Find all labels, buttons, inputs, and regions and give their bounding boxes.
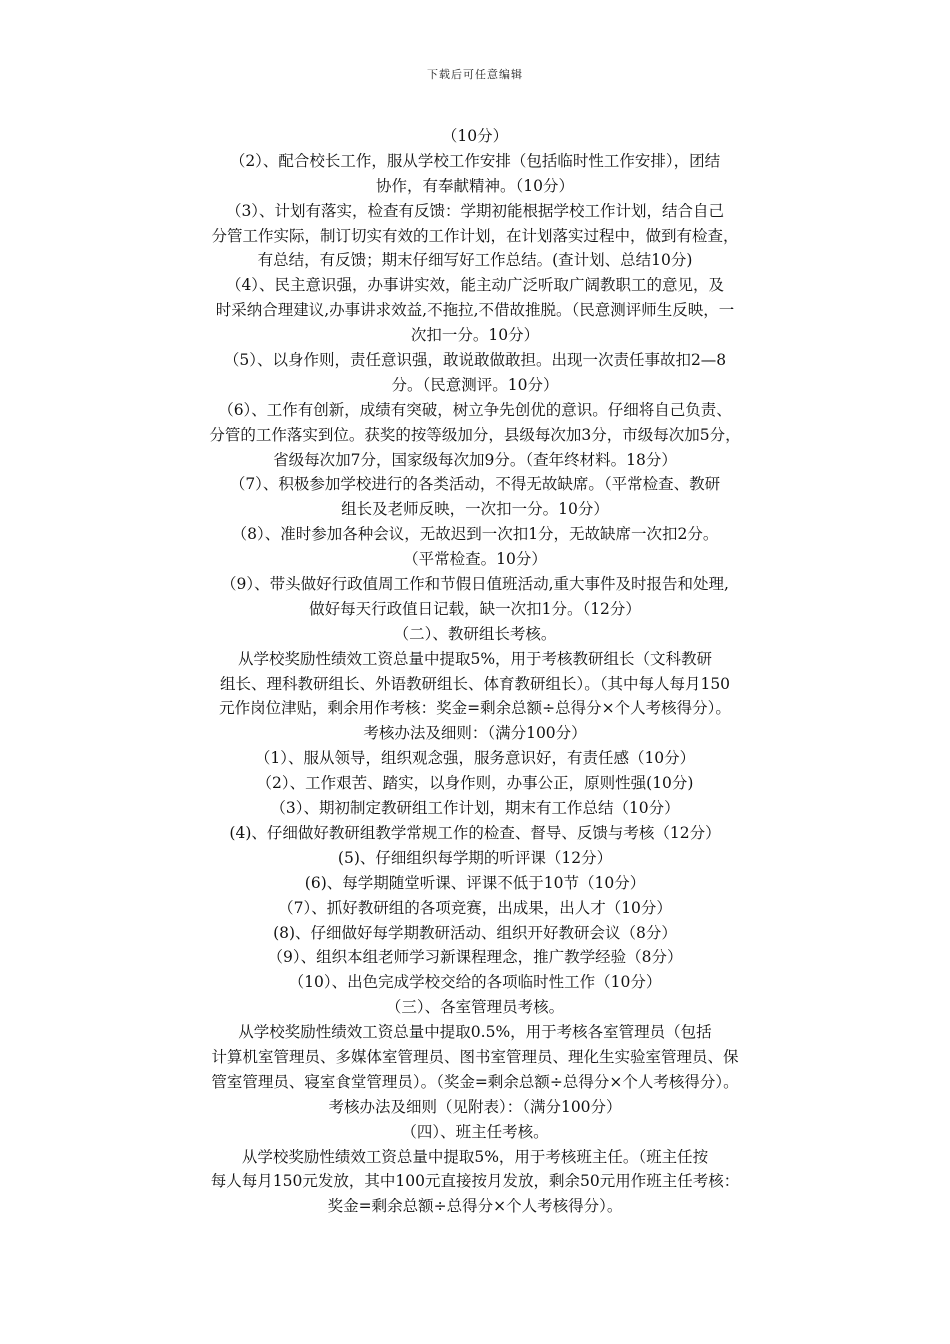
- text-line: （四）、班主任考核。: [401, 1122, 549, 1141]
- text-line: （3）、计划有落实，检查有反馈：学期初能根据学校工作计划，结合自己: [225, 201, 725, 220]
- text-line: (6)、每学期随堂听课、评课不低于10节（10分）: [304, 873, 646, 892]
- text-line: （8）、准时参加各种会议，无故迟到一次扣1分，无故缺席一次扣2分。: [231, 525, 719, 544]
- text-line: （9）、带头做好行政值周工作和节假日值班活动,重大事件及时报告和处理,: [221, 575, 729, 594]
- text-line: 计算机室管理员、多媒体室管理员、图书室管理员、理化生实验室管理员、保: [211, 1047, 739, 1066]
- text-line: 从学校奖励性绩效工资总量中提取0.5%，用于考核各室管理员（包括: [238, 1023, 712, 1042]
- text-line: （3）、期初制定教研组工作计划，期末有工作总结（10分）: [270, 799, 680, 818]
- text-line: 元作岗位津贴，剩余用作考核：奖金=剩余总额÷总得分×个人考核得分）。: [219, 699, 731, 718]
- text-line: 考核办法及细则（见附表）：（满分100分）: [328, 1097, 622, 1116]
- text-line: （7）、积极参加学校进行的各类活动，不得无故缺席。（平常检查、教研: [229, 475, 721, 494]
- text-line: 分管工作实际，制订切实有效的工作计划，在计划落实过程中，做到有检查，: [211, 226, 739, 245]
- text-line: 组长、理科教研组长、外语教研组长、体育教研组长）。（其中每人每月150: [219, 674, 731, 693]
- text-line: 管室管理员、寝室食堂管理员）。（奖金=剩余总额÷总得分×个人考核得分）。: [211, 1072, 739, 1091]
- text-line: （9）、组织本组老师学习新课程理念，推广教学经验（8分）: [267, 948, 683, 967]
- text-line: 组长及老师反映，一次扣一分。10分）: [341, 500, 609, 519]
- text-line: 分。（民意测评。10分）: [391, 375, 559, 394]
- text-line: 考核办法及细则：（满分100分）: [363, 724, 587, 743]
- text-line: (8)、仔细做好每学期教研活动、组织开好教研会议（8分）: [273, 923, 677, 942]
- text-line: （三）、各室管理员考核。: [385, 998, 565, 1017]
- text-line: (5)、仔细组织每学期的听评课（12分）: [337, 848, 613, 867]
- text-line: （5）、以身作则，责任意识强，敢说敢做敢担。出现一次责任事故扣2—8: [223, 351, 727, 370]
- text-line: (4)、仔细做好教研组教学常规工作的检查、督导、反馈与考核（12分）: [229, 823, 721, 842]
- text-line: （7）、抓好教研组的各项竞赛，出成果，出人才（10分）: [278, 898, 672, 917]
- text-line: （6）、工作有创新，成绩有突破，树立争先创优的意识。仔细将自己负责、: [218, 400, 732, 419]
- text-line: 做好每天行政值日记载，缺一次扣1分。（12分）: [309, 599, 641, 618]
- text-line: 从学校奖励性绩效工资总量中提取5%，用于考核班主任。（班主任按: [241, 1147, 709, 1166]
- text-line: 时采纳合理建议,办事讲求效益,不拖拉,不借故推脱。（民意测评师生反映，一: [215, 301, 735, 320]
- text-line: 协作，有奉献精神。（10分）: [376, 176, 574, 195]
- text-line: （2）、工作艰苦、踏实，以身作则，办事公正，原则性强(10分): [256, 774, 694, 793]
- text-line: （1）、服从领导，组织观念强，服务意识好，有责任感（10分）: [254, 749, 696, 768]
- text-line: （10分）: [441, 127, 509, 145]
- text-line: （4）、民主意识强，办事讲实效，能主动广泛听取广阔教职工的意见，及: [225, 276, 725, 295]
- text-line: （平常检查。10分）: [403, 550, 547, 569]
- text-line: 奖金=剩余总额÷总得分×个人考核得分）。: [327, 1197, 623, 1216]
- text-line: （2）、配合校长工作，服从学校工作安排（包括临时性工作安排），团结: [229, 151, 721, 170]
- text-line: 分管的工作落实到位。获奖的按等级加分，县级每次加3分，市级每次加5分，: [209, 425, 741, 444]
- text-line: （二）、教研组长考核。: [393, 624, 557, 643]
- text-line: 有总结，有反馈；期末仔细写好工作总结。(查计划、总结10分): [257, 251, 693, 270]
- text-line: 每人每月150元发放，其中100元直接按月发放，剩余50元用作班主任考核：: [210, 1172, 740, 1191]
- text-line: 次扣一分。10分）: [410, 326, 540, 345]
- document-body: [140, 124, 810, 1219]
- page-header: 下载后可任意编辑: [427, 68, 523, 81]
- text-line: 省级每次加7分，国家级每次加9分。（查年终材料。18分）: [273, 450, 677, 469]
- text-line: 从学校奖励性绩效工资总量中提取5%，用于考核教研组长（文科教研: [237, 649, 713, 668]
- text-line: （10）、出色完成学校交给的各项临时性工作（10分）: [288, 973, 662, 992]
